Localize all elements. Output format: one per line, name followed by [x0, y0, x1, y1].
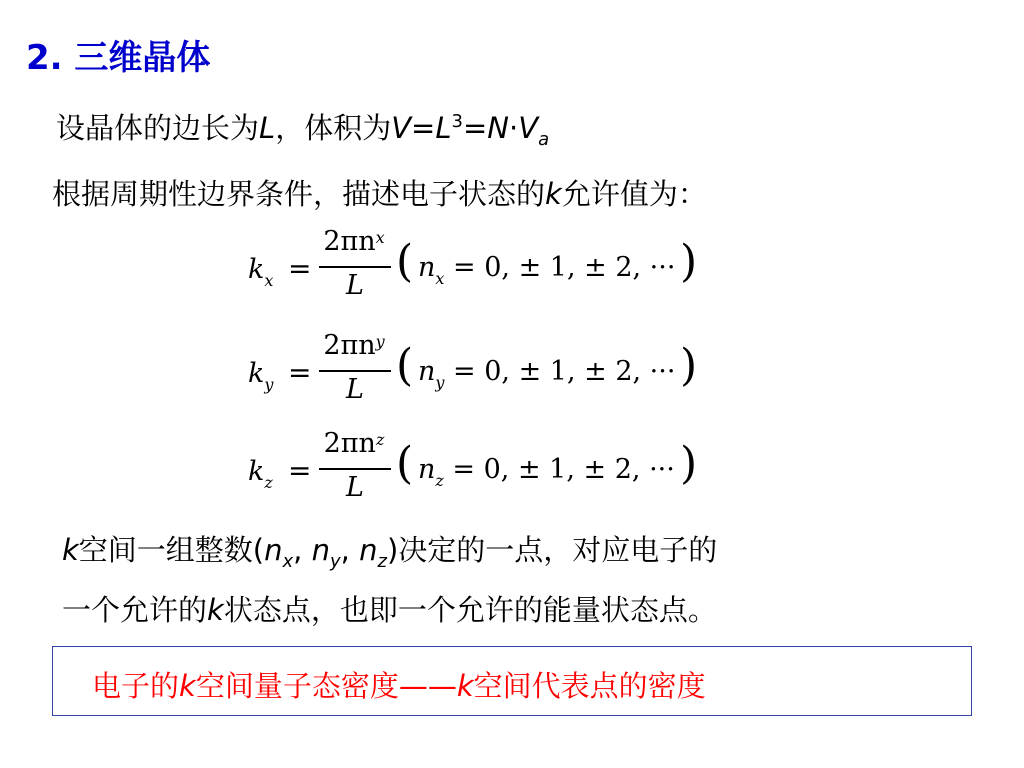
exponent: 3	[451, 111, 463, 132]
comma: ,	[340, 533, 360, 567]
text: 状态点，也即一个允许的能量状态点。	[223, 593, 717, 627]
integer-condition: $n_z = 0$, ± 1, ± 2, ···	[418, 454, 675, 490]
fraction-denominator: L	[346, 270, 364, 301]
equation-ky	[236, 330, 696, 410]
integer-condition: $n_x = 0$, ± 1, ± 2, ···	[418, 252, 676, 288]
var-k: k	[456, 669, 474, 703]
fraction-bar	[319, 266, 391, 268]
subscript-y: y	[330, 551, 341, 572]
var-k: k	[62, 533, 79, 567]
eq-lhs: $k_z$	[248, 456, 273, 492]
eq-lhs: $k_y$	[248, 358, 274, 394]
equals: =	[462, 111, 488, 145]
k-space-point-line-2	[62, 588, 717, 629]
equals-sign: =	[288, 454, 312, 487]
text: 一个允许的	[62, 593, 208, 627]
paren-open: (	[396, 438, 414, 489]
paren-open: (	[396, 236, 414, 287]
var-n: n	[264, 533, 283, 567]
fraction-denominator: L	[346, 374, 364, 405]
density-statement	[92, 664, 706, 705]
text: 空间一组整数(	[78, 533, 265, 567]
text: ，体积为	[275, 111, 392, 145]
text: 设晶体的边长为	[56, 111, 260, 145]
fraction-numerator: $2\pi n^y$	[323, 330, 385, 361]
equals-sign: =	[288, 356, 312, 389]
subscript-z: z	[377, 551, 387, 572]
crystal-volume-line	[56, 106, 549, 150]
var-n: n	[359, 533, 378, 567]
fraction-denominator: L	[346, 472, 364, 503]
comma: ,	[293, 533, 312, 567]
text: 根据周期性边界条件，描述电子状态的	[52, 177, 546, 211]
text: 空间量子态密度——	[195, 669, 457, 703]
text: 空间代表点的密度	[473, 669, 706, 703]
var-k: k	[545, 177, 562, 211]
var-L: L	[435, 111, 452, 145]
subscript-a: a	[538, 129, 550, 150]
equals-sign: =	[288, 252, 312, 285]
var-L: L	[259, 111, 276, 145]
var-n: n	[311, 533, 330, 567]
equation-kx	[236, 226, 696, 306]
fraction-bar	[319, 370, 391, 372]
var-k: k	[207, 593, 224, 627]
fraction-numerator: $2\pi n^z$	[323, 428, 385, 459]
paren-close: )	[680, 340, 698, 391]
var-V: V	[518, 111, 539, 145]
paren-open: (	[396, 340, 414, 391]
fraction-bar	[319, 468, 391, 470]
eq-lhs: $k_x$	[248, 254, 274, 290]
paren-close: )	[680, 236, 698, 287]
boundary-condition-line	[52, 172, 707, 213]
text: )决定的一点，对应电子的	[386, 533, 718, 567]
text: 电子的	[92, 669, 180, 703]
k-space-point-line-1	[62, 528, 717, 572]
integer-condition: $n_y = 0$, ± 1, ± 2, ···	[418, 356, 676, 392]
equals: =	[411, 111, 436, 145]
var-k: k	[179, 669, 196, 703]
var-V: V	[391, 111, 412, 145]
subscript-x: x	[282, 551, 294, 572]
equation-kz	[236, 428, 696, 508]
paren-close: )	[680, 438, 698, 489]
var-N: N	[487, 111, 509, 145]
text: 允许值为：	[561, 177, 707, 211]
fraction-numerator: $2\pi n^x$	[323, 226, 385, 257]
dot: ·	[509, 111, 519, 145]
slide-heading: 2. 三维晶体	[26, 38, 211, 78]
